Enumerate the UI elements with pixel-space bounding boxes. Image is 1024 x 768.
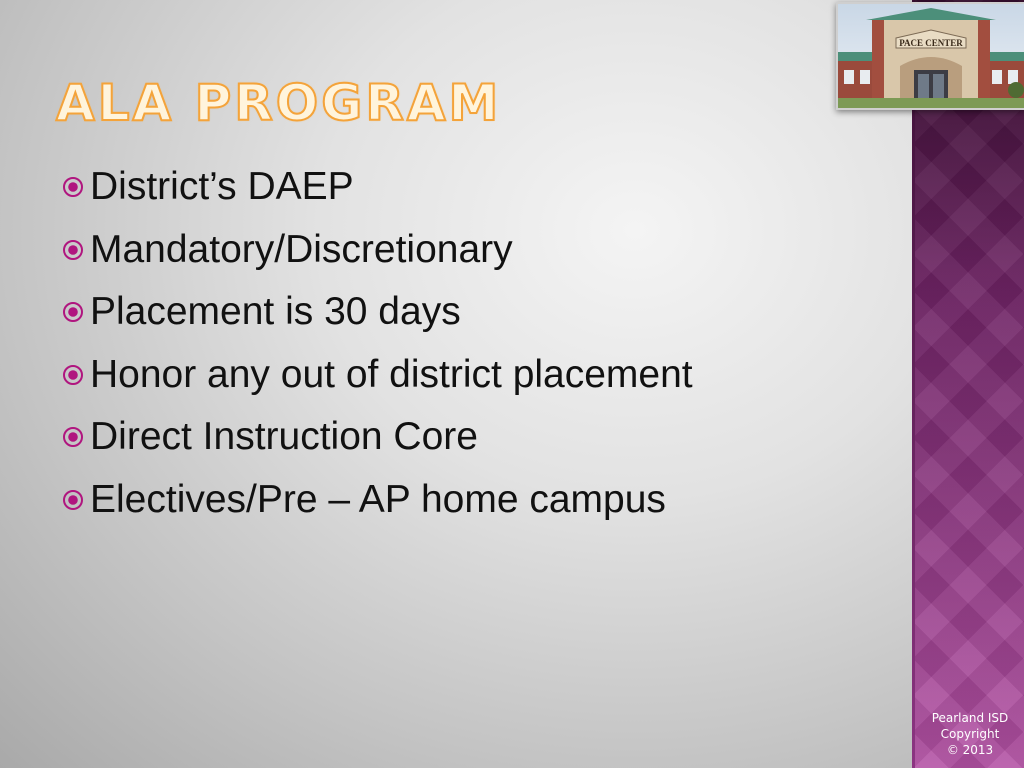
side-band-edge [912, 0, 915, 768]
footer-line-organization: Pearland ISD [931, 711, 1009, 725]
bullet-text: Electives/Pre – AP home campus [90, 477, 666, 521]
bullet-text: Honor any out of district placement [90, 352, 693, 396]
bullet-item [62, 156, 693, 219]
circled-dot-icon [62, 489, 84, 511]
bullet-text: District’s DAEP [90, 165, 354, 209]
bullet-item [62, 281, 693, 344]
bullet-text: Direct Instruction Core [90, 415, 478, 459]
bullet-item [62, 344, 693, 407]
footer-line-year: © 2013 [946, 743, 994, 757]
circled-dot-icon [62, 364, 84, 386]
circled-dot-icon [62, 239, 84, 261]
circled-dot-icon [62, 301, 84, 323]
bullet-item [62, 469, 693, 532]
bullet-item [62, 406, 693, 469]
circled-dot-icon [62, 426, 84, 448]
bullet-text: Mandatory/Discretionary [90, 227, 513, 271]
building-photo [836, 2, 1024, 110]
bullet-list [62, 156, 693, 531]
slide-title: ALA PROGRAM [56, 74, 502, 132]
footer-line-copyright: Copyright [940, 727, 1000, 741]
bullet-item [62, 219, 693, 282]
copyright-footer [916, 710, 1024, 758]
decorative-side-band [912, 0, 1024, 768]
circled-dot-icon [62, 176, 84, 198]
bullet-text: Placement is 30 days [90, 290, 461, 334]
building-sign-text: PACE CENTER [899, 38, 963, 48]
